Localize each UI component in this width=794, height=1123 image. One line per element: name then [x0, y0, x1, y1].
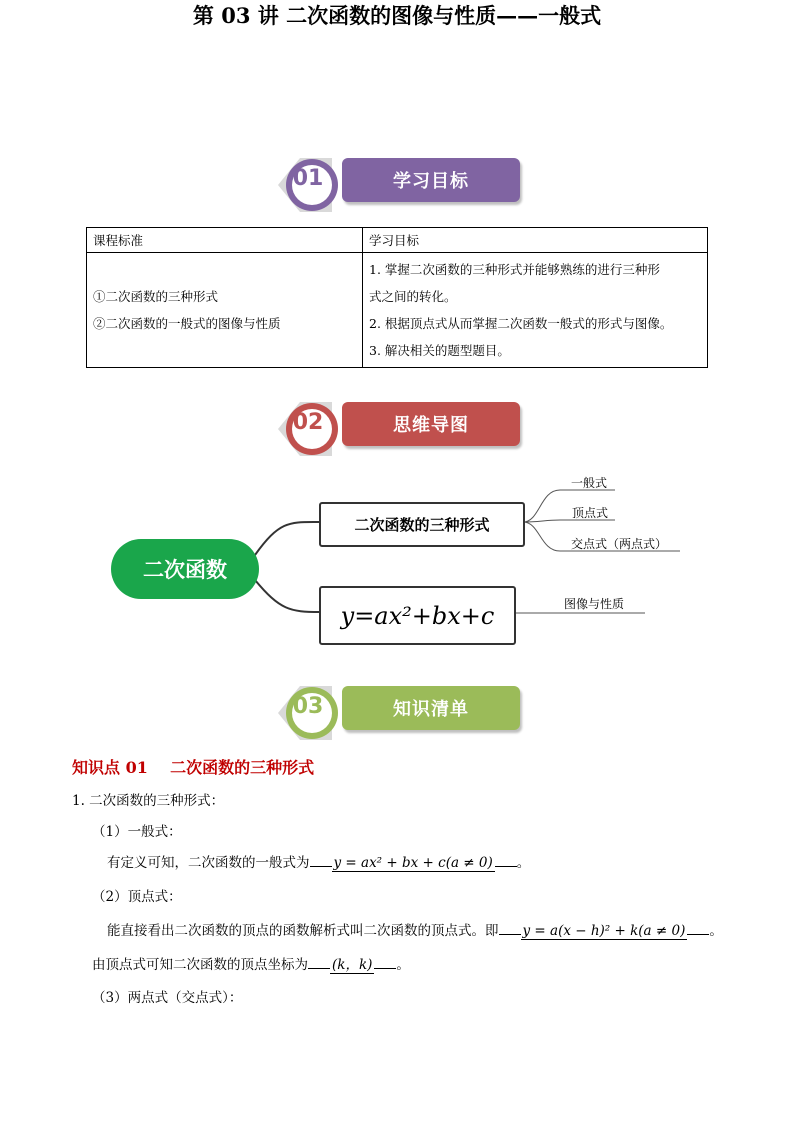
end-mark: 。 [396, 957, 410, 973]
section-header-01 [270, 152, 530, 218]
end-mark: 。 [709, 923, 723, 939]
goals-table [86, 227, 708, 368]
vertex-coordinate-formula: (k，k) [330, 953, 374, 974]
section-header-03 [270, 680, 530, 746]
item-vertex-form: （2）顶点式： [92, 889, 182, 905]
objective-item: 3. 解决相关的题型题目。 [369, 343, 510, 358]
general-form-formula: y = ax² + bx + c(a ≠ 0) [333, 855, 493, 871]
mindmap-leaf: 一般式 [571, 476, 608, 490]
objective-item: 2. 根据顶点式从而掌握二次函数一般式的形式与图像。 [369, 316, 673, 331]
page-title: 第 03 讲 二次函数的图像与性质——一般式 [192, 3, 602, 28]
mindmap-leaf: 交点式（两点式） [571, 537, 668, 551]
knowledge-heading: 知识点 01 二次函数的三种形式 [72, 758, 315, 777]
section-title: 知识清单 [342, 686, 520, 730]
vertex-form-formula: y = a(x − h)² + k(a ≠ 0) [522, 923, 686, 939]
section-header-02 [270, 396, 530, 462]
general-form-text: 有定义可知，二次函数的一般式为 [107, 855, 310, 871]
mindmap-root: 二次函数 [111, 539, 259, 599]
objective-item: 1. 掌握二次函数的三种形式并能够熟练的进行三种形 [369, 262, 660, 277]
standard-item: ②二次函数的一般式的图像与性质 [93, 316, 281, 331]
section-number: 02 [292, 410, 324, 435]
mindmap-leaf: 图像与性质 [564, 597, 625, 611]
table-header-objective: 学习目标 [363, 228, 708, 253]
knowledge-intro: 1. 二次函数的三种形式： [72, 793, 225, 809]
end-mark: 。 [516, 855, 531, 871]
vertex-coordinate-text: 由顶点式可知二次函数的顶点坐标为 [92, 957, 308, 973]
item-general-form: （1）一般式： [92, 824, 182, 840]
vertex-form-line [107, 919, 787, 940]
general-form-line [107, 851, 530, 872]
mindmap-branch-forms: 二次函数的三种形式 [319, 502, 525, 547]
section-number: 01 [292, 166, 324, 191]
vertex-coordinate-line [92, 953, 410, 974]
item-intercept-form: （3）两点式（交点式）： [92, 990, 243, 1006]
standard-item: ①二次函数的三种形式 [93, 289, 219, 304]
section-title: 学习目标 [342, 158, 520, 202]
vertex-form-text: 能直接看出二次函数的顶点的函数解析式叫二次函数的顶点式。即 [107, 923, 499, 939]
objective-item: 式之间的转化。 [369, 289, 457, 304]
section-number: 03 [292, 694, 324, 719]
mindmap-leaf: 顶点式 [572, 506, 609, 520]
table-header-standard: 课程标准 [87, 228, 363, 253]
mindmap-branch-formula: y=ax²+bx+c [319, 586, 516, 645]
section-title: 思维导图 [342, 402, 520, 446]
